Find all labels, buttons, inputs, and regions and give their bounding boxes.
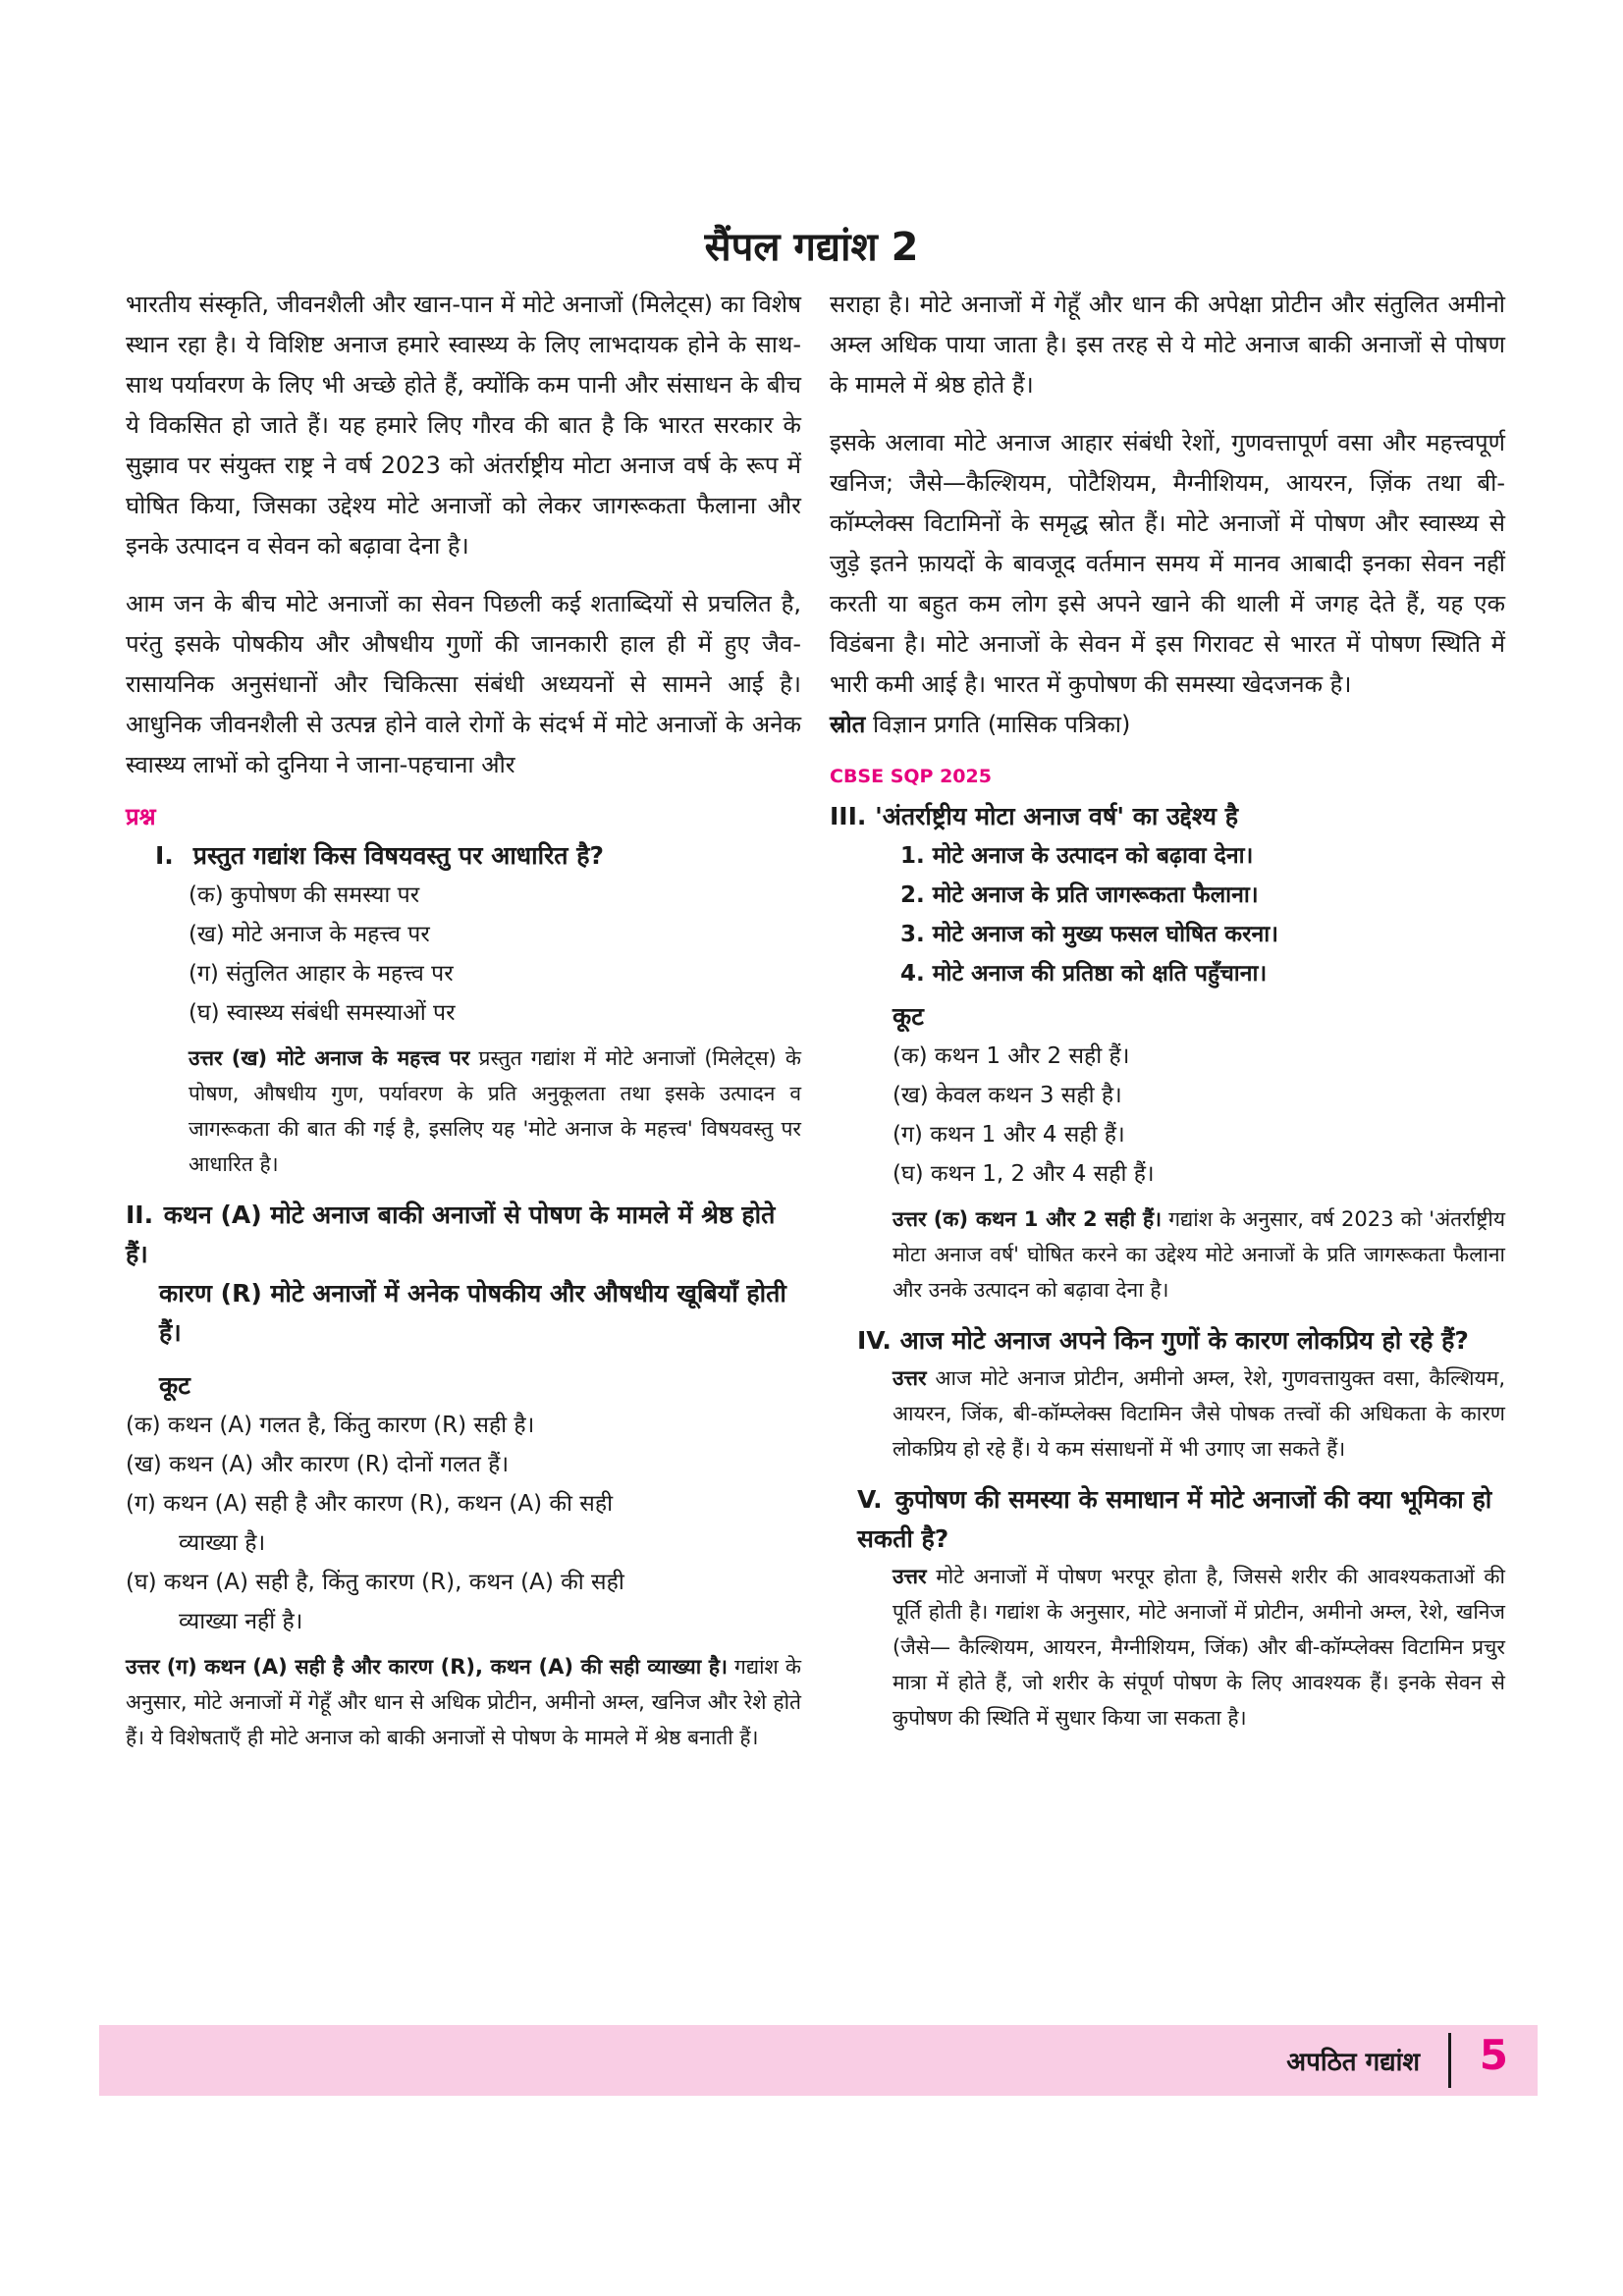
answer <box>189 1041 801 1182</box>
code-label: कूट <box>893 1002 924 1031</box>
source-label: स्रोत <box>830 711 866 738</box>
answer <box>126 1649 801 1755</box>
answer-key: (ख) मोटे अनाज के महत्त्व पर <box>231 1046 470 1070</box>
passage-paragraph: भारतीय संस्कृति, जीवनशैली और खान-पान में मोटे अनाजों (मिलेट्स) का विशेष स्थान रहा है। ये विशिष्ट अनाज हमारे स्वास्थ्य के लिए लाभदायक होने के साथ-साथ पर्यावरण के लिए भी अच्छे होते हैं, क्योंकि कम पानी और संसाधन के बीच ये विकसित हो जाते हैं। यह हमारे लिए गौरव की बात है कि भारत सरकार के सुझाव पर संयुक्त राष्ट्र ने वर्ष 2023 को अंतर्राष्ट्रीय मोटा अनाज वर्ष के रूप में घोषित किया, जिसका उद्देश्य मोटे अनाजों को लेकर जागरूकता फैलाना और इनके उत्पादन व सेवन को बढ़ावा देना है। <box>126 291 801 560</box>
statement: 1. मोटे अनाज के उत्पादन को बढ़ावा देना। <box>900 843 1254 869</box>
source-text: विज्ञान प्रगति (मासिक पत्रिका) <box>873 711 1131 738</box>
question-3 <box>830 797 1505 1308</box>
answer-key: (क) कथन 1 और 2 सही हैं। <box>933 1207 1163 1231</box>
page-title: सैंपल गद्यांश 2 <box>704 225 919 270</box>
option: (ख) मोटे अनाज के महत्त्व पर <box>189 922 430 947</box>
option: (घ) कथन (A) सही है, किंतु कारण (R), कथन (A) की सही व्याख्या नहीं है। <box>126 1570 624 1634</box>
option: (ग) कथन 1 और 4 सही हैं। <box>893 1122 1125 1148</box>
passage-paragraph: आम जन के बीच मोटे अनाजों का सेवन पिछली कई शताब्दियों से प्रचलित है, परंतु इसके पोषकीय और औषधीय गुणों की जानकारी हाल ही में हुए जैव-रासायनिक अनुसंधानों और चिकित्सा संबंधी अध्ययनों से सामने आई है। आधुनिक जीवनशैली से उत्पन्न होने वाले रोगों के संदर्भ में मोटे अनाजों के अनेक स्वास्थ्य लाभों को दुनिया ने जाना-पहचाना और <box>126 590 801 778</box>
assertion-text: II. कथन (A) मोटे अनाज बाकी अनाजों से पोषण के मामले में श्रेष्ठ होते हैं। <box>126 1196 801 1274</box>
question-text: III. 'अंतर्राष्ट्रीय मोटा अनाज वर्ष' का उद्देश्य है <box>830 797 1505 836</box>
question-number: I. <box>155 841 174 870</box>
option-list <box>155 876 801 1033</box>
question-number: IV. <box>857 1326 892 1355</box>
answer-text: आज मोटे अनाज प्रोटीन, अमीनो अम्ल, रेशे, गुणवत्तायुक्त वसा, कैल्शियम, आयरन, जिंक, बी-कॉम्प्लेक्स विटामिन जैसे पोषक तत्त्वों की अधिकता के कारण लोकप्रिय हो रहे हैं। ये कम संसाधनों में भी उगाए जा सकते हैं। <box>893 1366 1505 1461</box>
option: (क) कथन (A) गलत है, किंतु कारण (R) सही है। <box>126 1413 535 1438</box>
answer-label: उत्तर <box>893 1565 927 1588</box>
answer-label: उत्तर <box>189 1046 223 1070</box>
option: (ख) कथन (A) और कारण (R) दोनों गलत हैं। <box>126 1452 510 1477</box>
option-list <box>126 1406 801 1641</box>
passage-paragraph: सराहा है। मोटे अनाजों में गेहूँ और धान की अपेक्षा प्रोटीन और संतुलित अमीनो अम्ल अधिक पाया जाता है। इस तरह से ये मोटे अनाज बाकी अनाजों से पोषण के मामले में श्रेष्ठ होते हैं। <box>830 291 1505 399</box>
passage-right-column <box>830 285 1505 808</box>
statement: 4. मोटे अनाज की प्रतिष्ठा को क्षति पहुँचाना। <box>900 961 1268 987</box>
answer <box>893 1361 1505 1467</box>
question-text: V. कुपोषण की समस्या के समाधान में मोटे अनाजों की क्या भूमिका हो सकती है? <box>830 1480 1505 1559</box>
option: (क) कुपोषण की समस्या पर <box>189 882 420 908</box>
question-5 <box>830 1480 1505 1735</box>
passage-paragraph: इसके अलावा मोटे अनाज आहार संबंधी रेशों, गुणवत्तापूर्ण वसा और महत्त्वपूर्ण खनिज; जैसे—कैल्शियम, पोटैशियम, मैग्नीशियम, आयरन, ज़िंक तथा बी-कॉम्प्लेक्स विटामिनों के समृद्ध स्रोत हैं। मोटे अनाजों में पोषण और स्वास्थ्य से जुड़े इतने फ़ायदों के बावजूद वर्तमान समय में मानव आबादी इनका सेवन नहीं करती या बहुत कम लोग इसे अपने खाने की थाली में जगह देते हैं, यह एक विडंबना है। मोटे अनाजों के सेवन में इस गिरावट से भारत में पोषण स्थिति में भारी कमी आई है। भारत में कुपोषण की समस्या खेदजनक है। <box>830 429 1505 698</box>
question-text: IV. आज मोटे अनाज अपने किन गुणों के कारण लोकप्रिय हो रहे हैं? <box>830 1321 1505 1361</box>
statement: 2. मोटे अनाज के प्रति जागरूकता फैलाना। <box>900 882 1259 908</box>
footer-band <box>99 2025 1538 2096</box>
option: (ख) केवल कथन 3 सही है। <box>893 1083 1122 1108</box>
answer-label: उत्तर <box>893 1207 927 1231</box>
option: (क) कथन 1 और 2 सही हैं। <box>893 1043 1130 1069</box>
option: (ग) संतुलित आहार के महत्त्व पर <box>189 961 454 987</box>
statement-list <box>830 836 1505 993</box>
question-number: V. <box>857 1485 883 1514</box>
question-number: III. <box>830 802 867 830</box>
question-number: II. <box>126 1201 154 1229</box>
option: (घ) स्वास्थ्य संबंधी समस्याओं पर <box>189 1000 456 1026</box>
option-list <box>830 1037 1505 1194</box>
footer-divider <box>1448 2033 1451 2088</box>
answer-label: उत्तर <box>893 1366 927 1390</box>
questions-label: प्रश्न <box>126 803 156 830</box>
question-1 <box>126 836 801 1182</box>
footer-section-name: अपठित गद्यांश <box>1286 2048 1420 2077</box>
answer-text: गद्यांश के अनुसार, वर्ष 2023 को 'अंतर्राष्ट्रीय मोटा अनाज वर्ष' घोषित करने का उद्देश्य मोटे अनाजों के प्रति जागरूकता फैलाना और उनके उत्पादन को बढ़ावा देना है। <box>893 1207 1505 1302</box>
answer-text: गद्यांश के अनुसार, मोटे अनाजों में गेहूँ और धान से अधिक प्रोटीन, अमीनो अम्ल, खनिज और रेशे होते हैं। ये विशेषताएँ ही मोटे अनाज को बाकी अनाजों से पोषण के मामले में श्रेष्ठ बनाती हैं। <box>126 1655 801 1749</box>
answer-label: उत्तर <box>126 1655 160 1679</box>
question-4 <box>830 1321 1505 1467</box>
page-number: 5 <box>1479 2031 1508 2079</box>
sqp-tag: CBSE SQP 2025 <box>830 766 992 787</box>
passage-left-column <box>126 285 801 803</box>
code-label: कूट <box>159 1371 190 1400</box>
answer-key: (ग) कथन (A) सही है और कारण (R), कथन (A) की सही व्याख्या है। <box>166 1655 728 1679</box>
reason-text: कारण (R) मोटे अनाजों में अनेक पोषकीय और औषधीय खूबियाँ होती हैं। <box>159 1279 786 1347</box>
option: (घ) कथन 1, 2 और 4 सही हैं। <box>893 1161 1155 1187</box>
answer <box>893 1201 1505 1308</box>
answer <box>893 1559 1505 1735</box>
questions-right-column <box>830 797 1505 1749</box>
question-text: I. प्रस्तुत गद्यांश किस विषयवस्तु पर आधारित है? <box>155 836 801 876</box>
answer-text: प्रस्तुत गद्यांश में मोटे अनाजों (मिलेट्स) के पोषण, औषधीय गुण, पर्यावरण के प्रति अनुकूलता तथा इसके उत्पादन व जागरूकता की बात की गई है, इसलिए यह 'मोटे अनाज के महत्त्व' विषयवस्तु पर आधारित है। <box>189 1046 802 1176</box>
answer-text: मोटे अनाजों में पोषण भरपूर होता है, जिससे शरीर की आवश्यकताओं की पूर्ति होती है। गद्यांश के अनुसार, मोटे अनाजों में प्रोटीन, अमीनो अम्ल, रेशे, खनिज (जैसे— कैल्शियम, आयरन, मैग्नीशियम, जिंक) और बी-कॉम्प्लेक्स विटामिन प्रचुर मात्रा में होते हैं, जो शरीर के संपूर्ण पोषण के लिए आवश्यक हैं। इनके सेवन से कुपोषण की स्थिति में सुधार किया जा सकता है। <box>893 1565 1505 1730</box>
questions-left-column <box>126 797 801 1769</box>
question-2 <box>126 1196 801 1755</box>
option: (ग) कथन (A) सही है और कारण (R), कथन (A) की सही व्याख्या है। <box>126 1491 614 1556</box>
statement: 3. मोटे अनाज को मुख्य फसल घोषित करना। <box>900 922 1278 947</box>
source-line <box>830 705 1505 745</box>
